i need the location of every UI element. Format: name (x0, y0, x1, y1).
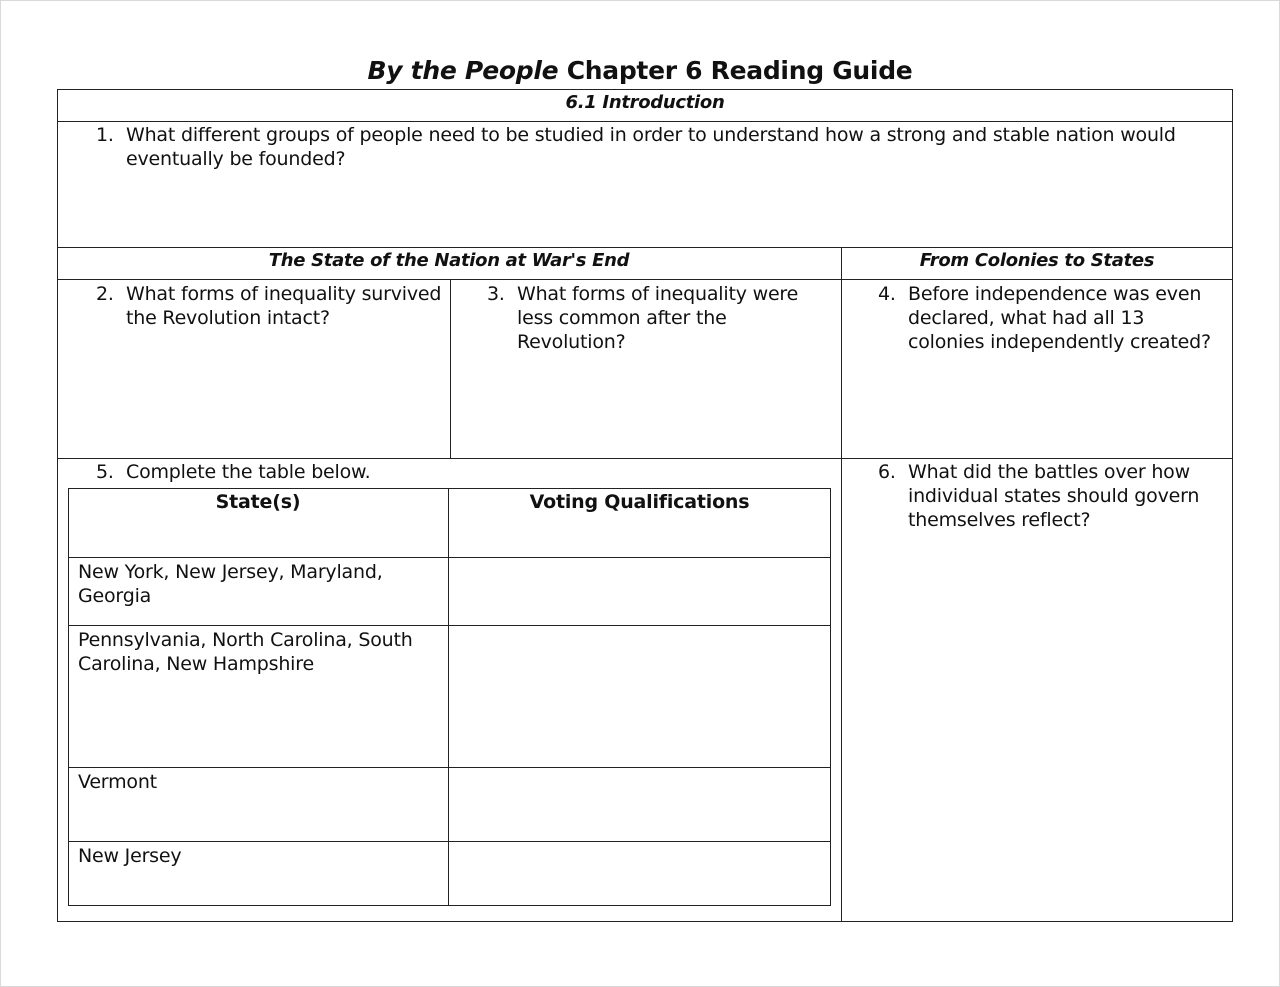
question-number: 2. (96, 283, 114, 305)
question-text: What different groups of people need to be studied in order to understand how a strong and stable nation would eventually be founded? (126, 124, 1176, 170)
section-nation-heading: The State of the Nation at War's End (268, 250, 630, 271)
divider (57, 458, 1233, 459)
question-6 (878, 460, 1218, 532)
table-cell-state: New Jersey (78, 845, 182, 867)
question-number: 3. (487, 283, 505, 305)
question-number: 5. (96, 461, 114, 483)
section-intro-heading: 6.1 Introduction (565, 92, 725, 113)
question-text: What forms of inequality were less common after the Revolution? (517, 283, 799, 353)
question-text: Complete the table below. (126, 461, 371, 483)
column-divider (841, 247, 842, 922)
table-cell-qualifications[interactable] (458, 560, 818, 622)
title-italic: By the People (367, 56, 559, 85)
table-header-voting: Voting Qualifications (529, 491, 750, 513)
column-divider (450, 279, 451, 458)
title-rest: Chapter 6 Reading Guide (558, 56, 913, 85)
question-number: 4. (878, 283, 896, 305)
table-cell-qualifications[interactable] (458, 844, 818, 902)
document-title (0, 56, 1280, 85)
table-cell-qualifications[interactable] (458, 628, 818, 764)
question-number: 1. (96, 124, 114, 146)
question-2 (96, 282, 442, 330)
table-cell-qualifications[interactable] (458, 770, 818, 838)
question-text: What did the battles over how individual states should govern themselves reflect? (908, 461, 1200, 531)
divider (57, 247, 1233, 248)
table-column-divider (448, 488, 449, 906)
table-row-divider (68, 625, 831, 626)
divider (57, 121, 1233, 122)
question-3 (487, 282, 807, 354)
table-cell-state: New York, New Jersey, Maryland, Georgia (78, 561, 383, 607)
table-row-divider (68, 841, 831, 842)
question-text: Before independence was even declared, what had all 13 colonies independently created? (908, 283, 1211, 353)
question-1 (96, 123, 1206, 171)
table-header-states: State(s) (215, 491, 301, 513)
table-row-divider (68, 557, 831, 558)
table-row-divider (68, 767, 831, 768)
divider (57, 279, 1233, 280)
question-5 (96, 460, 796, 484)
question-4 (878, 282, 1224, 354)
question-text: What forms of inequality survived the Revolution intact? (126, 283, 442, 329)
table-cell-state: Pennsylvania, North Carolina, South Carolina, New Hampshire (78, 629, 413, 675)
table-cell-state: Vermont (78, 771, 157, 793)
question-number: 6. (878, 461, 896, 483)
section-colonies-heading: From Colonies to States (919, 250, 1155, 271)
